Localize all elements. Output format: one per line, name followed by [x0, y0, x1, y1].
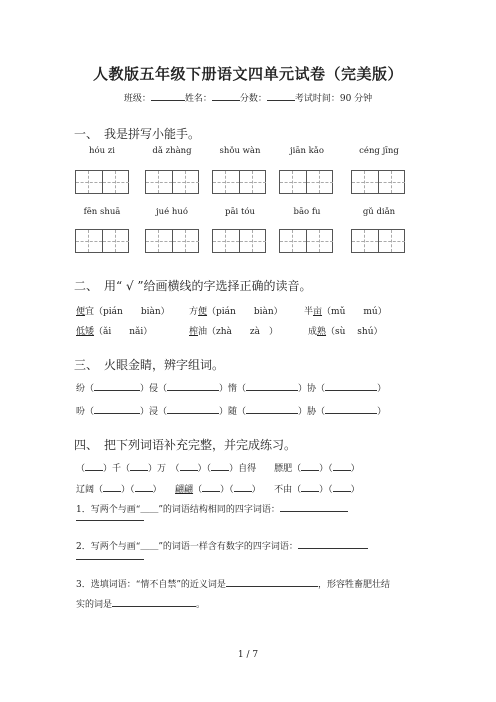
pinyin-2: dǎ zhàng — [152, 146, 192, 156]
pinyin-1: hóu zi — [89, 146, 115, 156]
answer-blank[interactable] — [226, 577, 318, 587]
student-info-line — [0, 91, 496, 104]
question-2: 2．写两个与画“＿＿”的词语一样含有数字的四字词语： — [76, 539, 368, 552]
tianzige-box[interactable] — [351, 170, 405, 194]
answer-blank[interactable] — [94, 404, 140, 414]
section-4-heading: 四、 把下列词语补充完整，并完成练习。 — [74, 438, 297, 452]
answer-blank[interactable] — [301, 482, 319, 492]
pinyin-5: céng jīng — [359, 146, 399, 156]
idiom-row-2: 辽阔（ ）（ ） 翩翩（ ）（ ） 不由（ ）（ ） — [76, 482, 360, 495]
pinyin-3: shǒu wàn — [219, 146, 261, 156]
answer-blank[interactable] — [333, 461, 351, 471]
question-1: 1．写两个与画“＿＿”的词语结构相同的四字词语： — [76, 502, 348, 515]
answer-blank[interactable] — [301, 461, 319, 471]
pinyin-7: jué huó — [156, 207, 188, 217]
class-label: 班级： — [123, 94, 151, 104]
tianzige-box[interactable] — [279, 229, 333, 253]
tianzige-box[interactable] — [75, 229, 129, 253]
reading-item-5: 榨油（zhà zà ） — [189, 327, 279, 337]
answer-blank[interactable] — [130, 461, 148, 471]
name-label: 姓名： — [184, 94, 212, 104]
answer-blank[interactable] — [325, 381, 377, 391]
answer-blank[interactable] — [211, 461, 229, 471]
tianzige-box[interactable] — [145, 229, 199, 253]
pinyin-9: bāo fu — [293, 207, 321, 217]
tianzige-box[interactable] — [279, 170, 333, 194]
answer-blank[interactable] — [298, 539, 368, 549]
question-3-line-1: 3．选填词语：“情不自禁”的近义词是 ，形容牲畜肥壮结 — [76, 577, 390, 590]
tianzige-box[interactable] — [212, 229, 266, 253]
answer-blank[interactable] — [112, 597, 196, 607]
name-blank — [212, 91, 240, 101]
answer-blank[interactable] — [94, 381, 140, 391]
time-label: 考试时间：90 分钟 — [294, 94, 373, 104]
reading-item-4: 低矮（ǎi nǎi） — [76, 327, 153, 337]
question-3-line-2: 实的词是 。 — [76, 597, 205, 610]
answer-blank[interactable] — [234, 482, 252, 492]
answer-blank[interactable] — [180, 461, 198, 471]
answer-blank[interactable] — [85, 461, 103, 471]
reading-item-3: 半亩（mǔ mú） — [304, 307, 387, 317]
pinyin-8: pāi tóu — [225, 207, 255, 217]
score-label: 分数： — [239, 94, 267, 104]
page-number: 1 / 7 — [237, 650, 259, 660]
section-3-heading: 三、 火眼金睛，辨字组词。 — [74, 358, 225, 372]
answer-blank[interactable] — [280, 502, 348, 512]
reading-item-1: 便宜（pián biàn） — [76, 307, 170, 317]
idiom-row-1: （ ）千（ ）万 （ ）（ ）自得 膘肥（ ）（ ） — [76, 461, 360, 474]
answer-blank[interactable] — [202, 482, 220, 492]
answer-blank[interactable] — [246, 404, 298, 414]
answer-line[interactable] — [76, 559, 144, 560]
answer-blank[interactable] — [333, 482, 351, 492]
class-blank — [151, 91, 185, 101]
word-group-row-2: 吩（ ）浸（ ）随（ ）胁（ ） — [76, 404, 386, 417]
tianzige-box[interactable] — [212, 170, 266, 194]
answer-line[interactable] — [76, 520, 144, 521]
pinyin-10: gǔ diǎn — [362, 207, 396, 217]
section-1-heading: 一、 我是拼写小能手。 — [74, 127, 201, 141]
answer-blank[interactable] — [246, 381, 298, 391]
section-2-heading: 二、 用“ √ ”给画横线的字选择正确的读音。 — [74, 279, 312, 293]
tianzige-box[interactable] — [145, 170, 199, 194]
answer-blank[interactable] — [167, 404, 219, 414]
pinyin-4: jiān kǎo — [290, 146, 324, 156]
exam-title: 人教版五年级下册语文四单元试卷（完美版） — [92, 65, 403, 83]
tianzige-box[interactable] — [75, 170, 129, 194]
answer-blank[interactable] — [103, 482, 121, 492]
answer-blank[interactable] — [325, 404, 377, 414]
answer-blank[interactable] — [167, 381, 219, 391]
reading-item-6: 成熟（sù shú） — [308, 327, 383, 337]
reading-item-2: 方便（pián biàn） — [189, 307, 283, 317]
pinyin-6: fēn shuā — [83, 207, 121, 217]
word-group-row-1: 纷（ ）侵（ ）惰（ ）协（ ） — [76, 381, 386, 394]
answer-blank[interactable] — [135, 482, 153, 492]
score-blank — [267, 91, 295, 101]
tianzige-box[interactable] — [351, 229, 405, 253]
